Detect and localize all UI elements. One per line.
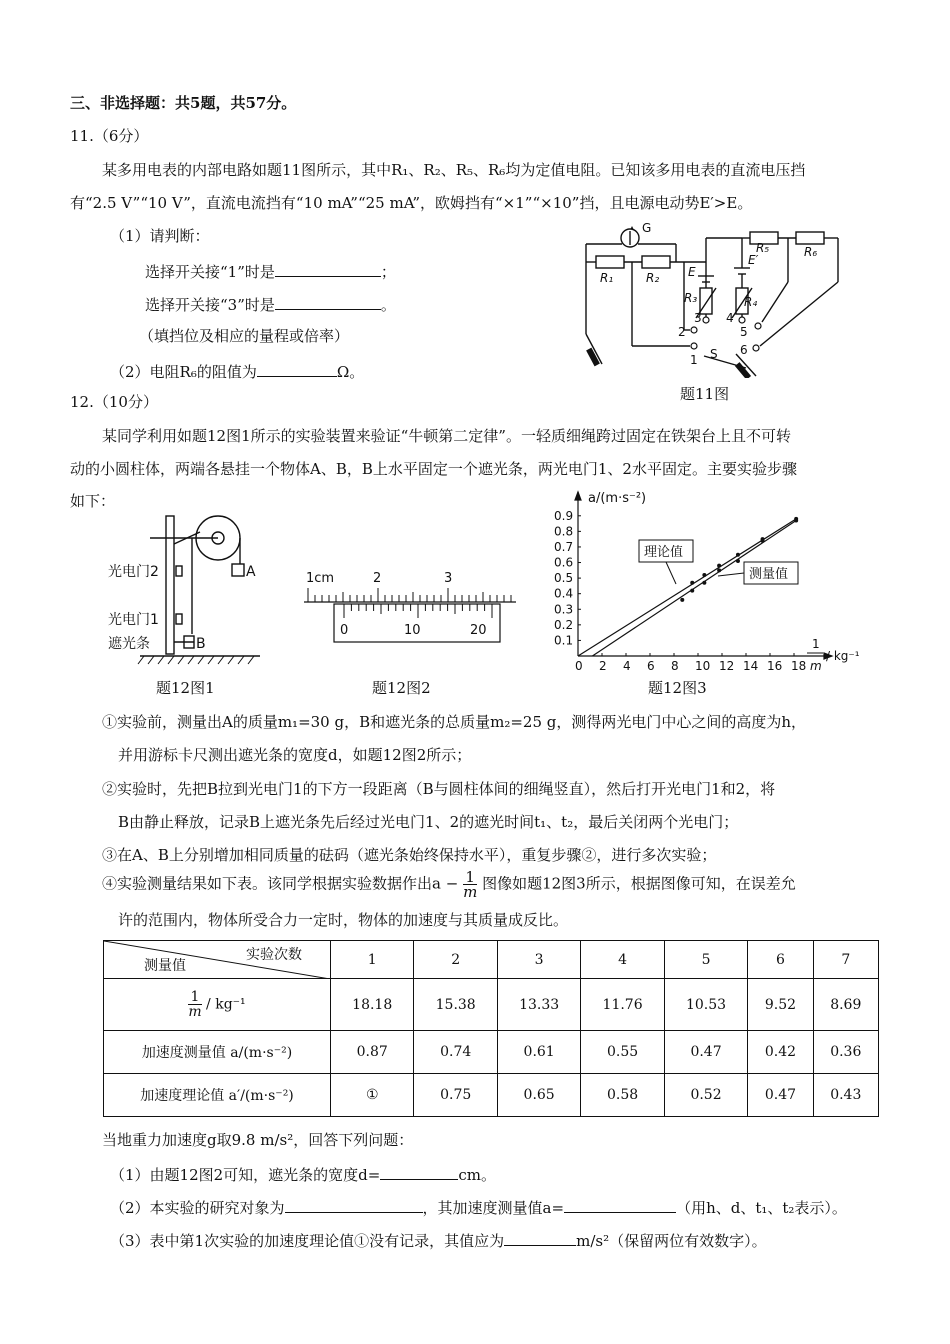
chart-x-tick-label: 4 bbox=[623, 659, 631, 673]
fig12-3-caption: 题12图3 bbox=[648, 679, 707, 697]
terminal-label-6: 6 bbox=[740, 343, 748, 357]
chart-y-tick-label: 0.4 bbox=[554, 586, 574, 601]
circuit-diagram bbox=[576, 218, 888, 378]
legend-theory: 理论值 bbox=[644, 545, 684, 560]
q11-part1-a-text: 选择开关接“1”时是 bbox=[145, 263, 275, 281]
trial-header: 5 bbox=[664, 941, 747, 979]
table-cell: 0.55 bbox=[581, 1031, 664, 1074]
question-2-text-b: ，其加速度测量值a= bbox=[422, 1199, 565, 1217]
corner-trials: 实验次数 bbox=[246, 947, 302, 963]
answer-blank-object[interactable] bbox=[285, 1196, 423, 1213]
q11-part2 bbox=[110, 360, 364, 382]
series-line-measured bbox=[592, 520, 796, 656]
trial-header: 2 bbox=[414, 941, 497, 979]
step-3: ③在A、B上分别增加相同质量的砝码（遮光条始终保持水平），重复步骤②，进行多次实验； bbox=[102, 846, 717, 864]
experiment-table bbox=[103, 940, 879, 1117]
table-cell: 0.74 bbox=[414, 1031, 497, 1074]
fig12-2-caption: 题12图2 bbox=[372, 679, 431, 697]
step-4-pre: ④实验测量结果如下表。该同学根据实验数据作出a − bbox=[102, 874, 459, 893]
table-cell: 0.36 bbox=[813, 1031, 878, 1074]
label-strip: 遮光条 bbox=[108, 636, 150, 652]
data-point bbox=[702, 573, 706, 577]
chart-x-tick-label: 10 bbox=[695, 659, 711, 673]
gravity-statement: 当地重力加速度g取9.8 m/s²，回答下列问题： bbox=[102, 1131, 414, 1149]
circuit-label-r3: R₃ bbox=[684, 291, 698, 305]
section-title: 三、非选择题：共5题，共57分。 bbox=[70, 94, 297, 112]
trial-header: 1 bbox=[331, 941, 414, 979]
circuit-label-r4: R₄ bbox=[744, 295, 758, 309]
step-4-line-b: 许的范围内，物体所受合力一定时，物体的加速度与其质量成反比。 bbox=[118, 911, 569, 929]
answer-blank-theory[interactable] bbox=[504, 1229, 576, 1246]
circuit-label-r2: R₂ bbox=[646, 271, 660, 285]
label-gate-1: 光电门1 bbox=[108, 612, 159, 628]
table-cell: 15.38 bbox=[414, 979, 497, 1031]
row-label-den: m bbox=[188, 1004, 202, 1020]
answer-blank-width[interactable] bbox=[380, 1163, 458, 1180]
q11-part1-a bbox=[145, 260, 396, 282]
a-vs-inverse-m-chart bbox=[548, 488, 878, 678]
label-object-a: A bbox=[246, 564, 256, 580]
q11-part1-b-end: 。 bbox=[380, 296, 396, 314]
q12-intro-line3: 如下： bbox=[70, 492, 116, 510]
row-label-inverse-mass bbox=[104, 979, 331, 1031]
vernier-caliper bbox=[298, 566, 522, 650]
q11-header: 11.（6分） bbox=[70, 127, 149, 145]
step-4-frac-den: m bbox=[463, 883, 478, 901]
legend-measured: 测量值 bbox=[749, 567, 789, 582]
q11-part2-unit: Ω。 bbox=[336, 363, 365, 381]
q11-answer-blank-3[interactable] bbox=[275, 293, 381, 310]
chart-x-tick-label: 6 bbox=[647, 659, 655, 673]
q12-intro-line1: 某同学利用如题12图1所示的实验装置来验证“牛顿第二定律”。一轻质细绳跨过固定在铁架台上且不可转 bbox=[102, 427, 791, 445]
circuit-label-s: S bbox=[710, 347, 718, 361]
question-1 bbox=[110, 1163, 496, 1185]
chart-y-tick-label: 0.1 bbox=[554, 633, 574, 648]
q12-intro-line2: 动的小圆柱体，两端各悬挂一个物体A、B，B上水平固定一个遮光条，两光电门1、2水平固定。主要实验步骤 bbox=[70, 460, 797, 478]
question-2-text-c: （用h、d、t₁、t₂表示）。 bbox=[676, 1199, 847, 1217]
fig12-1-caption: 题12图1 bbox=[156, 679, 215, 697]
chart-y-tick-label: 0.2 bbox=[554, 617, 574, 632]
table-cell: 0.47 bbox=[748, 1074, 813, 1117]
table-cell: 0.61 bbox=[497, 1031, 580, 1074]
q11-r6-blank[interactable] bbox=[257, 360, 337, 377]
step-4-frac-num: 1 bbox=[463, 870, 477, 885]
vernier-label-20: 20 bbox=[470, 623, 487, 638]
apparatus-diagram bbox=[100, 510, 270, 670]
question-3 bbox=[110, 1229, 767, 1251]
row-label-measured-accel: 加速度测量值 a/(m·s⁻²) bbox=[104, 1031, 331, 1074]
circuit-label-r6: R₆ bbox=[804, 245, 818, 259]
circuit-label-g: G bbox=[642, 221, 652, 235]
terminal-label-4: 4 bbox=[726, 311, 734, 325]
chart-y-tick-label: 0.8 bbox=[554, 524, 574, 539]
step-4-line-a bbox=[102, 870, 796, 899]
table-cell: 0.42 bbox=[748, 1031, 813, 1074]
chart-x-tick-label: 8 bbox=[671, 659, 679, 673]
data-point bbox=[680, 598, 684, 602]
data-point bbox=[761, 539, 765, 543]
q11-part1-note: （填挡位及相应的量程或倍率） bbox=[139, 327, 350, 345]
step-1-line-a: ①实验前，测量出A的质量m₁=30 g，B和遮光条的总质量m₂=25 g，测得两光电门中心之间的高度为h， bbox=[102, 713, 807, 731]
question-3-text: （3）表中第1次实验的加速度理论值①没有记录，其值应为 bbox=[110, 1232, 505, 1250]
label-object-b: B bbox=[196, 636, 206, 652]
question-3-unit: m/s²（保留两位有效数字）。 bbox=[576, 1232, 767, 1250]
table-cell: 10.53 bbox=[664, 979, 747, 1031]
chart-y-tick-label: 0.5 bbox=[554, 571, 574, 586]
q11-intro-line1: 某多用电表的内部电路如题11图所示，其中R₁、R₂、R₅、R₆均为定值电阻。已知该多用电表的直流电压挡 bbox=[102, 161, 806, 179]
table-corner-cell bbox=[104, 941, 331, 979]
chart-y-tick-label: 0.9 bbox=[554, 508, 574, 523]
chart-x-tick-label: 16 bbox=[767, 659, 783, 673]
chart-x-tick-label: 2 bbox=[599, 659, 607, 673]
trial-header: 7 bbox=[813, 941, 878, 979]
chart-xlabel-num: 1 bbox=[812, 637, 820, 651]
row-label-unit: / kg⁻¹ bbox=[206, 996, 246, 1013]
chart-x-tick-label: 12 bbox=[719, 659, 735, 673]
table-cell: ① bbox=[331, 1074, 414, 1117]
main-scale-label-3: 3 bbox=[444, 571, 453, 586]
main-scale-label-2: 2 bbox=[373, 571, 382, 586]
step-2-line-a: ②实验时，先把B拉到光电门1的下方一段距离（B与圆柱体间的细绳竖直），然后打开光电门1和2，将 bbox=[102, 780, 776, 798]
q11-part1-a-end: ； bbox=[380, 263, 396, 281]
table-row bbox=[104, 1074, 879, 1117]
data-point bbox=[717, 568, 721, 572]
q11-part2-text: （2）电阻R₆的阻值为 bbox=[110, 363, 257, 381]
table-cell: 0.43 bbox=[813, 1074, 878, 1117]
data-point bbox=[717, 564, 721, 568]
circuit-label-e-prime: E′ bbox=[748, 253, 759, 267]
table-cell: 9.52 bbox=[748, 979, 813, 1031]
chart-y-tick-label: 0.3 bbox=[554, 602, 574, 617]
table-cell: 8.69 bbox=[813, 979, 878, 1031]
q11-part1-b-text: 选择开关接“3”时是 bbox=[145, 296, 275, 314]
table-cell: 0.58 bbox=[581, 1074, 664, 1117]
question-1-text: （1）由题12图2可知，遮光条的宽度d= bbox=[110, 1166, 381, 1184]
corner-measured: 测量值 bbox=[144, 958, 186, 974]
chart-y-tick-label: 0.7 bbox=[554, 539, 574, 554]
table-row bbox=[104, 1031, 879, 1074]
data-point bbox=[690, 581, 694, 585]
main-scale-label-1cm: 1cm bbox=[306, 571, 335, 586]
chart-y-tick-label: 0.6 bbox=[554, 555, 574, 570]
chart-xlabel-unit: / kg⁻¹ bbox=[826, 649, 860, 663]
answer-blank-accel[interactable] bbox=[564, 1196, 676, 1213]
terminal-label-1: 1 bbox=[690, 353, 698, 367]
vernier-label-0: 0 bbox=[340, 623, 349, 638]
q11-part1-label: （1）请判断： bbox=[110, 227, 210, 245]
circuit-label-e: E bbox=[688, 265, 696, 279]
trial-header: 6 bbox=[748, 941, 813, 979]
question-2-text-a: （2）本实验的研究对象为 bbox=[110, 1199, 285, 1217]
vernier-label-10: 10 bbox=[404, 623, 421, 638]
data-point bbox=[794, 518, 798, 522]
q12-header: 12.（10分） bbox=[70, 393, 158, 411]
chart-x-tick-label: 14 bbox=[743, 659, 759, 673]
chart-xlabel-den: m bbox=[810, 659, 822, 673]
q11-answer-blank-1[interactable] bbox=[275, 260, 381, 277]
chart-y-arrow bbox=[575, 492, 581, 500]
label-gate-2: 光电门2 bbox=[108, 564, 159, 580]
data-point bbox=[736, 553, 740, 557]
step-2-line-b: B由静止释放，记录B上遮光条先后经过光电门1、2的遮光时间t₁、t₂，最后关闭两个光电门； bbox=[118, 813, 739, 831]
terminal-label-5: 5 bbox=[740, 325, 748, 339]
terminal-label-2: 2 bbox=[678, 325, 686, 339]
data-point bbox=[736, 559, 740, 563]
circuit-label-r5: R₅ bbox=[756, 241, 770, 255]
table-cell: 0.52 bbox=[664, 1074, 747, 1117]
step-4-fraction bbox=[463, 870, 477, 899]
table-cell: 11.76 bbox=[581, 979, 664, 1031]
step-4-post: 图像如题12图3所示，根据图像可知，在误差允 bbox=[482, 874, 796, 893]
terminal-label-3: 3 bbox=[694, 311, 702, 325]
row-label-theory-accel: 加速度理论值 a′/(m·s⁻²) bbox=[104, 1074, 331, 1117]
table-cell: 0.47 bbox=[664, 1031, 747, 1074]
fig11-caption: 题11图 bbox=[680, 385, 730, 403]
chart-ylabel: a/(m·s⁻²) bbox=[588, 491, 647, 506]
table-cell: 13.33 bbox=[497, 979, 580, 1031]
table-cell: 0.65 bbox=[497, 1074, 580, 1117]
row-label-num: 1 bbox=[188, 990, 201, 1005]
question-2 bbox=[110, 1196, 847, 1218]
data-point bbox=[702, 581, 706, 585]
table-cell: 18.18 bbox=[331, 979, 414, 1031]
circuit-label-r1: R₁ bbox=[600, 271, 614, 285]
chart-x-tick-label: 0 bbox=[575, 659, 583, 673]
trial-header: 3 bbox=[497, 941, 580, 979]
chart-x-tick-label: 18 bbox=[791, 659, 807, 673]
step-1-line-b: 并用游标卡尺测出遮光条的宽度d，如题12图2所示； bbox=[118, 746, 472, 764]
table-row bbox=[104, 979, 879, 1031]
q11-part1-b bbox=[145, 293, 396, 315]
table-cell: 0.87 bbox=[331, 1031, 414, 1074]
question-1-unit: cm。 bbox=[458, 1166, 496, 1184]
table-cell: 0.75 bbox=[414, 1074, 497, 1117]
trial-header: 4 bbox=[581, 941, 664, 979]
data-point bbox=[690, 589, 694, 593]
q11-intro-line2: 有“2.5 V”“10 V”，直流电流挡有“10 mA”“25 mA”，欧姆挡有“×1”“×10”挡，且电源电动势E′>E。 bbox=[70, 194, 753, 212]
